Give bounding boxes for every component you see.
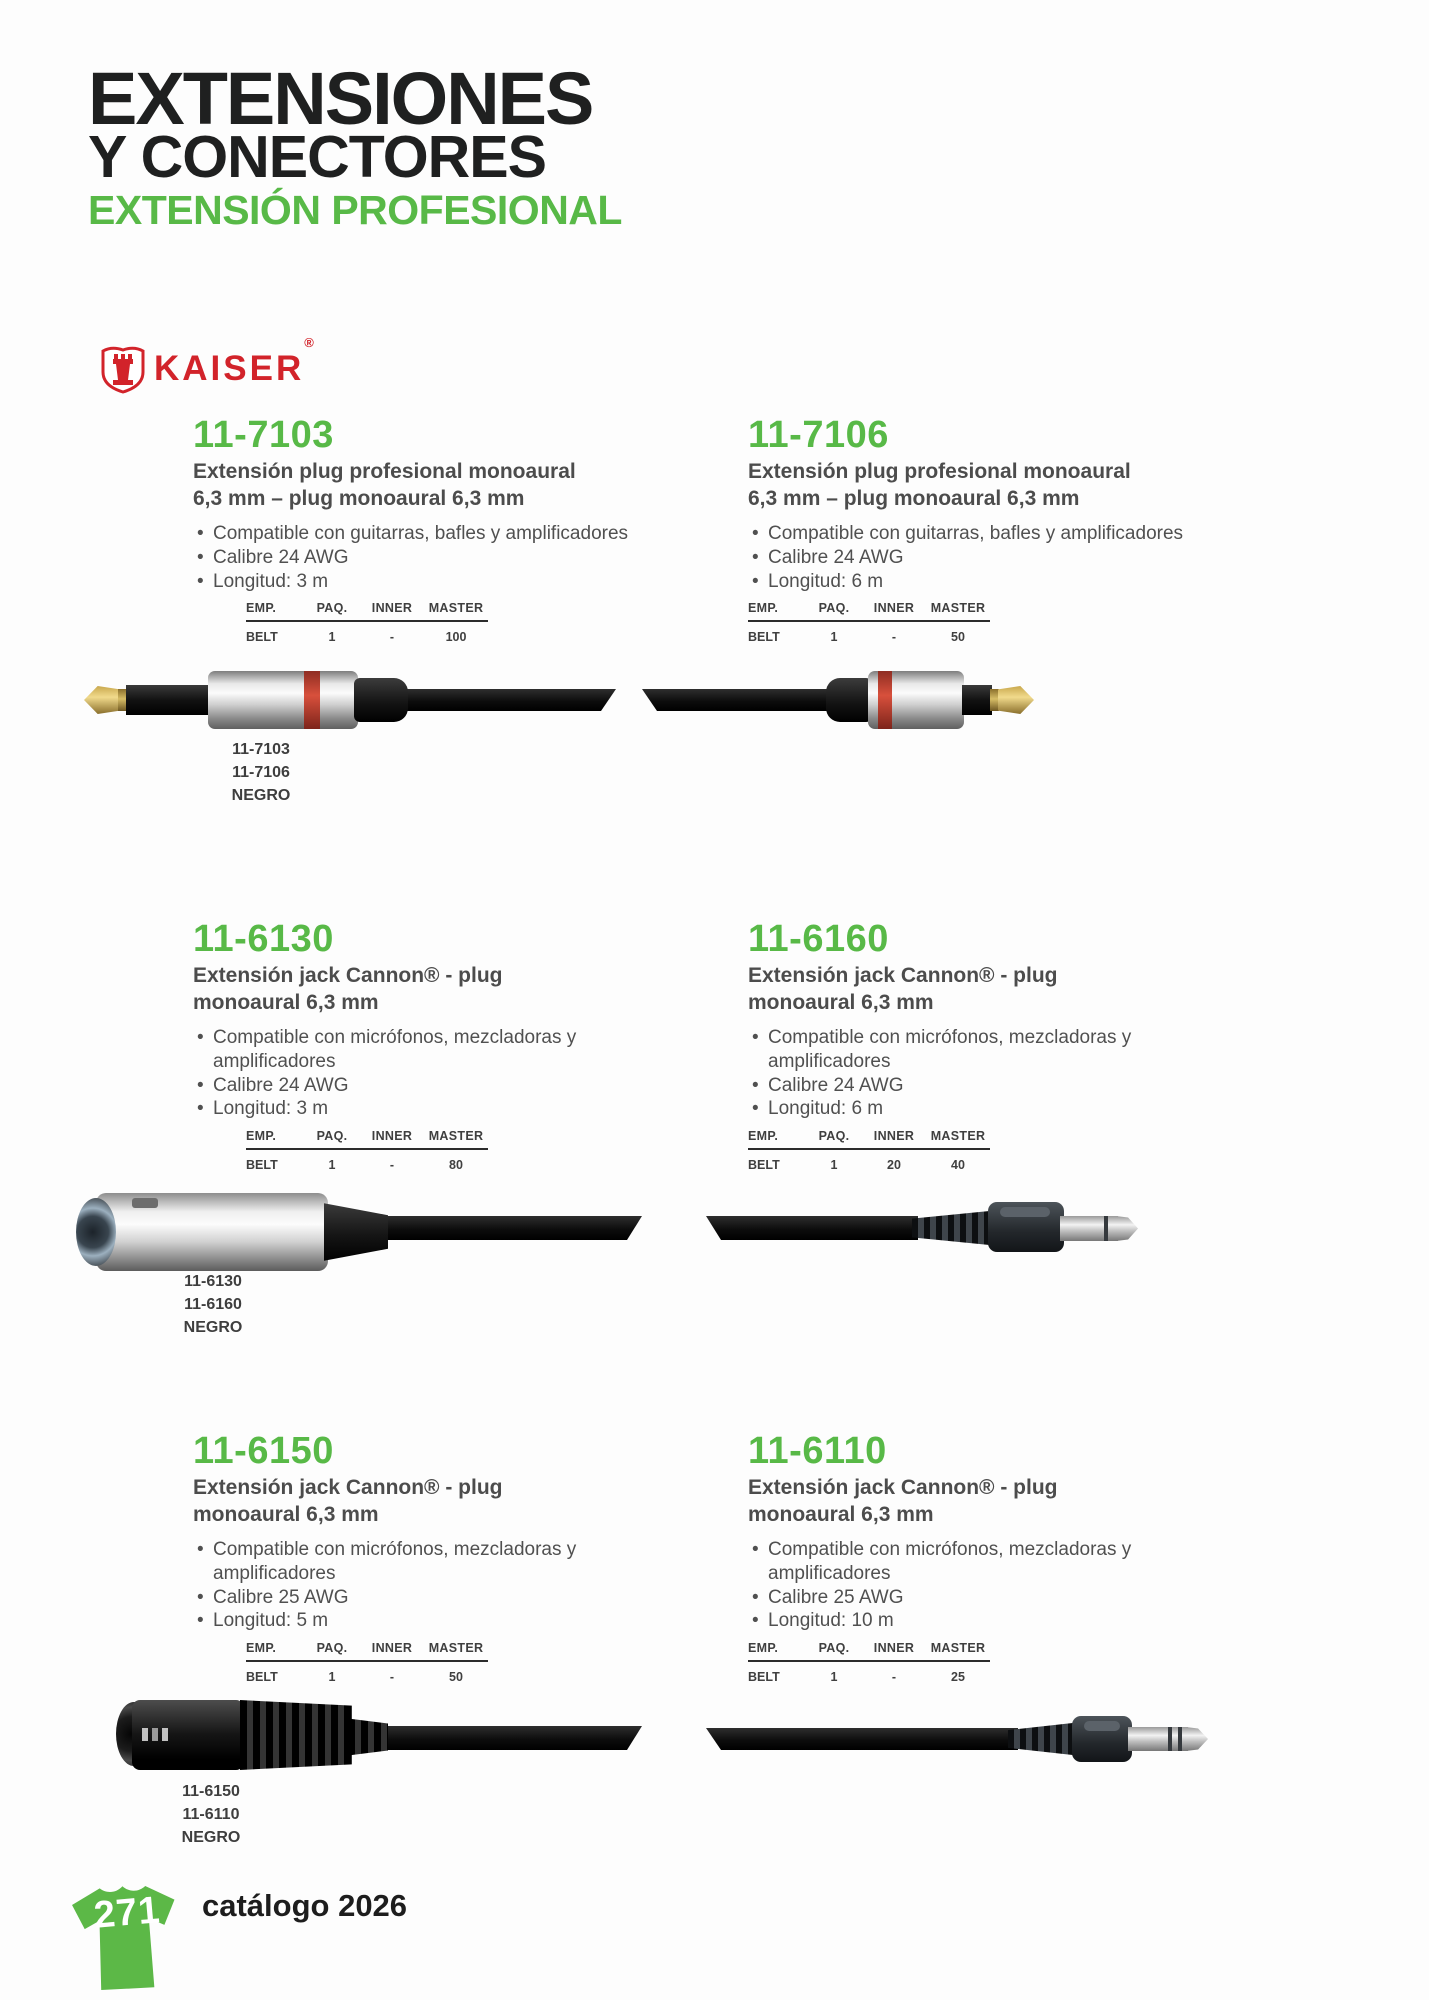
- brand-name: KAISER: [154, 349, 305, 388]
- description-line1: Extensión jack Cannon® - plug: [193, 1476, 503, 1499]
- description-line1: Extensión jack Cannon® - plug: [748, 1476, 1058, 1499]
- val-inner: -: [891, 1670, 897, 1685]
- col-inner: INNER: [873, 1641, 915, 1656]
- packaging-table: [748, 1129, 990, 1172]
- trs-ring: [1168, 1727, 1172, 1751]
- col-inner: INNER: [371, 1129, 413, 1144]
- product-features: [193, 1538, 693, 1633]
- packaging-table-values: [748, 630, 990, 644]
- val-paq: 1: [328, 1158, 336, 1173]
- description-line1: Extensión jack Cannon® - plug: [748, 964, 1058, 987]
- feature-item: • Longitud: 5 m: [213, 1609, 693, 1633]
- val-emp: BELT: [748, 1158, 780, 1173]
- col-master: MASTER: [930, 1129, 986, 1144]
- val-inner: -: [389, 630, 395, 645]
- feature-item: • Longitud: 10 m: [768, 1609, 1248, 1633]
- packaging-table-header: [748, 601, 990, 615]
- table-rule: [246, 620, 488, 622]
- xlr-female-body: [132, 1700, 244, 1770]
- label-line: NEGRO: [231, 787, 291, 805]
- plug-body-highlight: [1000, 1207, 1050, 1217]
- plug-barrel: [208, 671, 358, 729]
- xlr-front-face: [76, 1198, 116, 1266]
- col-paq: PAQ.: [316, 1641, 348, 1656]
- col-master: MASTER: [930, 601, 986, 616]
- feature-item: • Longitud: 3 m: [213, 570, 693, 594]
- registered-mark: ®: [304, 335, 314, 350]
- xlr-latch: [132, 1198, 158, 1208]
- product-features: [193, 522, 693, 593]
- xlr-neck-ribs: [348, 1716, 388, 1758]
- table-rule: [246, 1660, 488, 1662]
- col-paq: PAQ.: [818, 1641, 850, 1656]
- product-features: [748, 1538, 1248, 1633]
- col-paq: PAQ.: [818, 1129, 850, 1144]
- label-line: 11-6160: [184, 1296, 242, 1314]
- product-code: 11-6150: [193, 1430, 334, 1472]
- cable-segment: [400, 689, 616, 711]
- col-master: MASTER: [428, 1129, 484, 1144]
- val-paq: 1: [830, 1158, 838, 1173]
- feature-item: • Calibre 24 AWG: [213, 1074, 693, 1098]
- plug-notch: [1104, 1216, 1108, 1241]
- col-paq: PAQ.: [316, 601, 348, 616]
- label-line: 11-7103: [232, 741, 290, 758]
- val-paq: 1: [830, 1670, 838, 1685]
- page-number: 271: [92, 1889, 163, 1937]
- col-inner: INNER: [371, 1641, 413, 1656]
- page-subtitle: EXTENSIÓN PROFESIONAL: [88, 187, 622, 233]
- plug-shaft-insulator: [962, 685, 992, 715]
- packaging-table: [246, 601, 488, 644]
- packaging-table-header: [748, 1641, 990, 1655]
- cable-segment: [706, 1728, 1018, 1750]
- table-rule: [246, 1148, 488, 1150]
- feature-item: • Calibre 24 AWG: [768, 546, 1248, 570]
- product-block-11-6110: [748, 1428, 1268, 1684]
- packaging-table-values: [748, 1670, 990, 1684]
- product-features: [748, 1026, 1248, 1121]
- brand-logo: [100, 335, 314, 394]
- col-paq: PAQ.: [316, 1129, 348, 1144]
- feature-item: • Compatible con micrófonos, mezcladoras y amplificadores: [213, 1538, 693, 1586]
- plug-gold-tip: [998, 686, 1034, 714]
- packaging-table: [246, 1641, 488, 1684]
- feature-item: • Compatible con micrófonos, mezcladoras y amplificadores: [768, 1538, 1248, 1586]
- description-line2: monoaural 6,3 mm: [193, 991, 379, 1014]
- xlr-face-slot: [142, 1728, 148, 1741]
- cable-segment: [706, 1216, 918, 1240]
- product-features: [748, 522, 1248, 593]
- val-master: 25: [951, 1670, 965, 1685]
- red-ring: [878, 671, 892, 729]
- col-emp: EMP.: [748, 1129, 779, 1144]
- packaging-table-values: [748, 1158, 990, 1172]
- val-emp: BELT: [246, 1158, 278, 1173]
- col-inner: INNER: [371, 601, 413, 616]
- packaging-table-values: [246, 630, 488, 644]
- description-line2: monoaural 6,3 mm: [748, 991, 934, 1014]
- plug-gold-tip: [84, 686, 120, 714]
- val-inner: -: [389, 1670, 395, 1685]
- packaging-table-values: [246, 1158, 488, 1172]
- val-master: 100: [445, 630, 467, 645]
- feature-item: • Calibre 24 AWG: [213, 546, 693, 570]
- product-block-11-6150: [193, 1428, 713, 1684]
- kaiser-shield-icon: [100, 344, 146, 394]
- packaging-table-header: [748, 1129, 990, 1143]
- description-line1: Extensión plug profesional monoaural: [193, 460, 576, 483]
- val-master: 50: [449, 1670, 463, 1685]
- xlr-boot: [324, 1202, 388, 1262]
- packaging-table-values: [246, 1670, 488, 1684]
- feature-item: • Compatible con micrófonos, mezcladoras y amplificadores: [213, 1026, 693, 1074]
- val-paq: 1: [328, 1670, 336, 1685]
- product-description: [193, 1474, 713, 1528]
- stereo-plug-shaft: [1128, 1727, 1188, 1751]
- val-master: 40: [951, 1158, 965, 1173]
- col-master: MASTER: [428, 601, 484, 616]
- label-line: 11-7106: [232, 764, 290, 782]
- col-master: MASTER: [428, 1641, 484, 1656]
- description-line1: Extensión jack Cannon® - plug: [193, 964, 503, 987]
- val-master: 80: [449, 1158, 463, 1173]
- feature-item: • Calibre 25 AWG: [213, 1586, 693, 1610]
- label-line: NEGRO: [183, 1319, 243, 1337]
- feature-item: • Calibre 24 AWG: [768, 1074, 1248, 1098]
- val-emp: BELT: [748, 630, 780, 645]
- packaging-table-header: [246, 1129, 488, 1143]
- plug-gold-collar: [990, 689, 999, 711]
- product-description: [193, 962, 713, 1016]
- product-code: 11-7106: [748, 414, 889, 456]
- stereo-plug-tip: [1186, 1727, 1208, 1751]
- label-line: NEGRO: [181, 1829, 241, 1847]
- catalog-edition-label: catálogo 2026: [202, 1888, 408, 1923]
- photo-label: [206, 738, 316, 808]
- val-master: 50: [951, 630, 965, 645]
- xlr-face-slot: [152, 1728, 158, 1741]
- product-features: [193, 1026, 693, 1121]
- product-description: [748, 962, 1268, 1016]
- feature-item: • Longitud: 3 m: [213, 1097, 693, 1121]
- product-block-11-7103: [193, 412, 713, 644]
- page-title-line1: EXTENSIONES: [88, 57, 593, 140]
- plug-boot: [826, 678, 872, 722]
- photo-label: [158, 1270, 268, 1340]
- val-paq: 1: [830, 630, 838, 645]
- col-emp: EMP.: [246, 601, 277, 616]
- description-line2: 6,3 mm – plug monoaural 6,3 mm: [193, 487, 525, 510]
- product-code: 11-6130: [193, 918, 334, 960]
- trs-ring: [1178, 1727, 1182, 1751]
- mono-plug-shaft: [1060, 1216, 1118, 1241]
- description-line2: 6,3 mm – plug monoaural 6,3 mm: [748, 487, 1080, 510]
- cable-segment: [642, 689, 838, 711]
- strain-relief: [1008, 1722, 1076, 1756]
- strain-relief: [912, 1210, 992, 1246]
- molded-plug-body: [988, 1202, 1064, 1252]
- val-inner: -: [891, 630, 897, 645]
- label-line: 11-6130: [184, 1273, 242, 1290]
- photo-label: [156, 1780, 266, 1850]
- page-title-line2: Y CONECTORES: [88, 124, 546, 190]
- feature-item: • Calibre 25 AWG: [768, 1586, 1248, 1610]
- col-inner: INNER: [873, 1129, 915, 1144]
- col-emp: EMP.: [748, 601, 779, 616]
- mono-plug-tip: [1116, 1216, 1138, 1241]
- plug-shaft-insulator: [126, 685, 210, 715]
- col-emp: EMP.: [748, 1641, 779, 1656]
- product-block-11-6160: [748, 916, 1268, 1172]
- col-inner: INNER: [873, 601, 915, 616]
- val-paq: 1: [328, 630, 336, 645]
- xlr-grip-ribs: [240, 1700, 352, 1770]
- feature-item: • Compatible con guitarras, bafles y amplificadores: [768, 522, 1248, 546]
- val-inner: 20: [887, 1158, 901, 1173]
- packaging-table-header: [246, 1641, 488, 1655]
- product-block-11-6130: [193, 916, 713, 1172]
- feature-item: • Longitud: 6 m: [768, 1097, 1248, 1121]
- val-emp: BELT: [246, 1670, 278, 1685]
- col-master: MASTER: [930, 1641, 986, 1656]
- col-emp: EMP.: [246, 1129, 277, 1144]
- description-line2: monoaural 6,3 mm: [748, 1503, 934, 1526]
- col-paq: PAQ.: [818, 601, 850, 616]
- product-description: [748, 1474, 1268, 1528]
- packaging-table: [748, 1641, 990, 1684]
- cable-segment: [380, 1216, 642, 1240]
- table-rule: [748, 1660, 990, 1662]
- description-line1: Extensión plug profesional monoaural: [748, 460, 1131, 483]
- plug-boot: [354, 678, 408, 722]
- val-emp: BELT: [748, 1670, 780, 1685]
- val-emp: BELT: [246, 630, 278, 645]
- description-line2: monoaural 6,3 mm: [193, 1503, 379, 1526]
- molded-plug-body: [1072, 1716, 1132, 1762]
- feature-item: • Compatible con guitarras, bafles y amplificadores: [213, 522, 693, 546]
- col-emp: EMP.: [246, 1641, 277, 1656]
- feature-item: • Compatible con micrófonos, mezcladoras y amplificadores: [768, 1026, 1248, 1074]
- val-inner: -: [389, 1158, 395, 1173]
- packaging-table-header: [246, 601, 488, 615]
- table-rule: [748, 1148, 990, 1150]
- packaging-table: [246, 1129, 488, 1172]
- product-code: 11-7103: [193, 414, 334, 456]
- feature-item: • Longitud: 6 m: [768, 570, 1248, 594]
- product-description: [193, 458, 713, 512]
- product-code: 11-6110: [748, 1430, 887, 1472]
- product-description: [748, 458, 1268, 512]
- table-rule: [748, 620, 990, 622]
- cable-segment: [372, 1726, 642, 1750]
- xlr-female-body: [96, 1193, 328, 1271]
- plug-body-highlight: [1084, 1721, 1120, 1731]
- product-block-11-7106: [748, 412, 1268, 644]
- red-ring: [304, 671, 320, 729]
- packaging-table: [748, 601, 990, 644]
- label-line: 11-6110: [182, 1806, 240, 1824]
- plug-barrel: [868, 671, 964, 729]
- xlr-face-slot: [162, 1728, 168, 1741]
- product-code: 11-6160: [748, 918, 889, 960]
- label-line: 11-6150: [182, 1783, 240, 1800]
